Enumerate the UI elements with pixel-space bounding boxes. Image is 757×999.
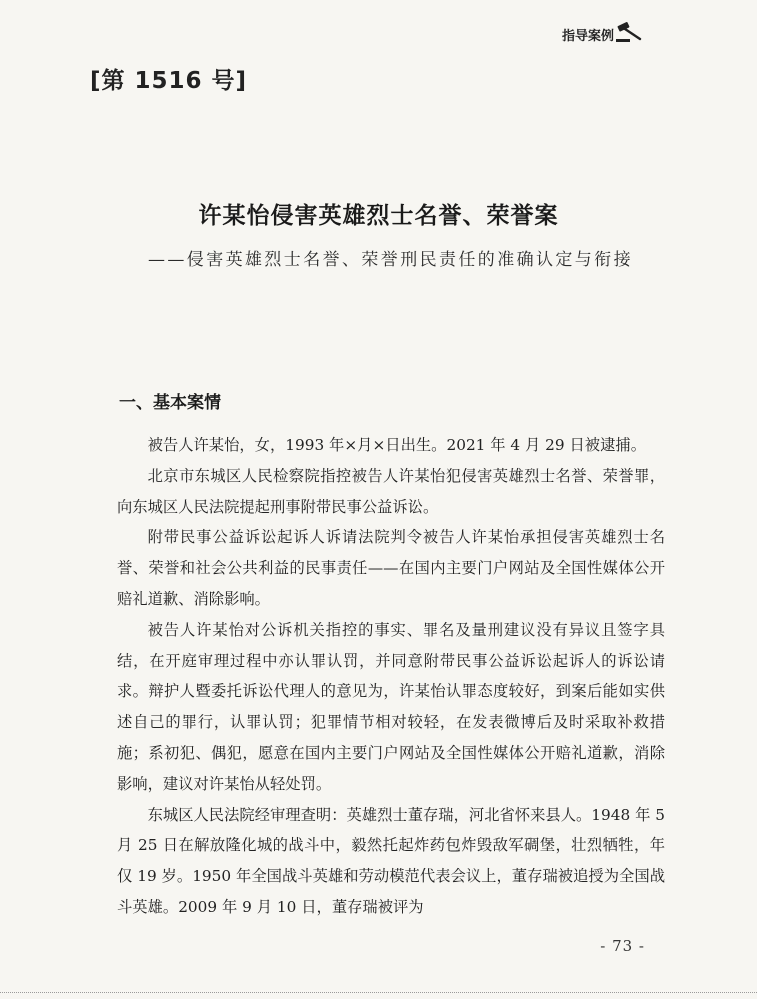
paragraph: 附带民事公益诉讼起诉人诉请法院判令被告人许某怡承担侵害英雄烈士名誉、荣誉和社会公共利益的民事责任——在国内主要门户网站及全国性媒体公开赔礼道歉、消除影响。: [117, 528, 665, 608]
scan-edge: [0, 992, 757, 995]
section-heading: 一、基本案情: [119, 393, 221, 413]
case-subtitle: ——侵害英雄烈士名誉、荣誉刑民责任的准确认定与衔接: [148, 250, 633, 270]
header-tag: 指导案例: [561, 29, 614, 44]
paragraph: 被告人许某怡，女，1993 年×月×日出生。2021 年 4 月 29 日被逮捕。: [147, 436, 646, 454]
paragraph: 被告人许某怡对公诉机关指控的事实、罪名及量刑建议没有异议且签字具结，在开庭审理过程中亦认罪认罚，并同意附带民事公益诉讼起诉人的诉讼请求。辩护人暨委托诉讼代理人的意见为，许某怡认罪态度较好，到案后能如实供述自己的罪行，认罪认罚；犯罪情节相对较轻，在发表微博后及时采取补救措施；系初犯、偶犯，愿意在国内主要门户网站及全国性媒体公开赔礼道歉，消除影响，建议对许某怡从轻处罚。: [117, 620, 665, 793]
paragraph: 东城区人民法院经审理查明：英雄烈士董存瑞，河北省怀来县人。1948 年 5 月 25 日在解放隆化城的战斗中，毅然托起炸药包炸毁敌军碉堡，壮烈牺牲，年仅 19 岁。1950 年全国战斗英雄和劳动模范代表会议上，董存瑞被追授为全国战斗英雄。2009 年 9 月 10 日，董存瑞被评为: [117, 805, 665, 916]
paragraph: 北京市东城区人民检察院指控被告人许某怡犯侵害英雄烈士名誉、荣誉罪，向东城区人民法院提起刑事附带民事公益诉讼。: [117, 466, 665, 516]
case-number: [第 1516 号]: [90, 68, 248, 94]
page-number: - 73 -: [600, 937, 645, 955]
gavel-icon: [615, 20, 643, 44]
body-text: [117, 430, 665, 923]
case-title: 许某怡侵害英雄烈士名誉、荣誉案: [198, 202, 559, 229]
